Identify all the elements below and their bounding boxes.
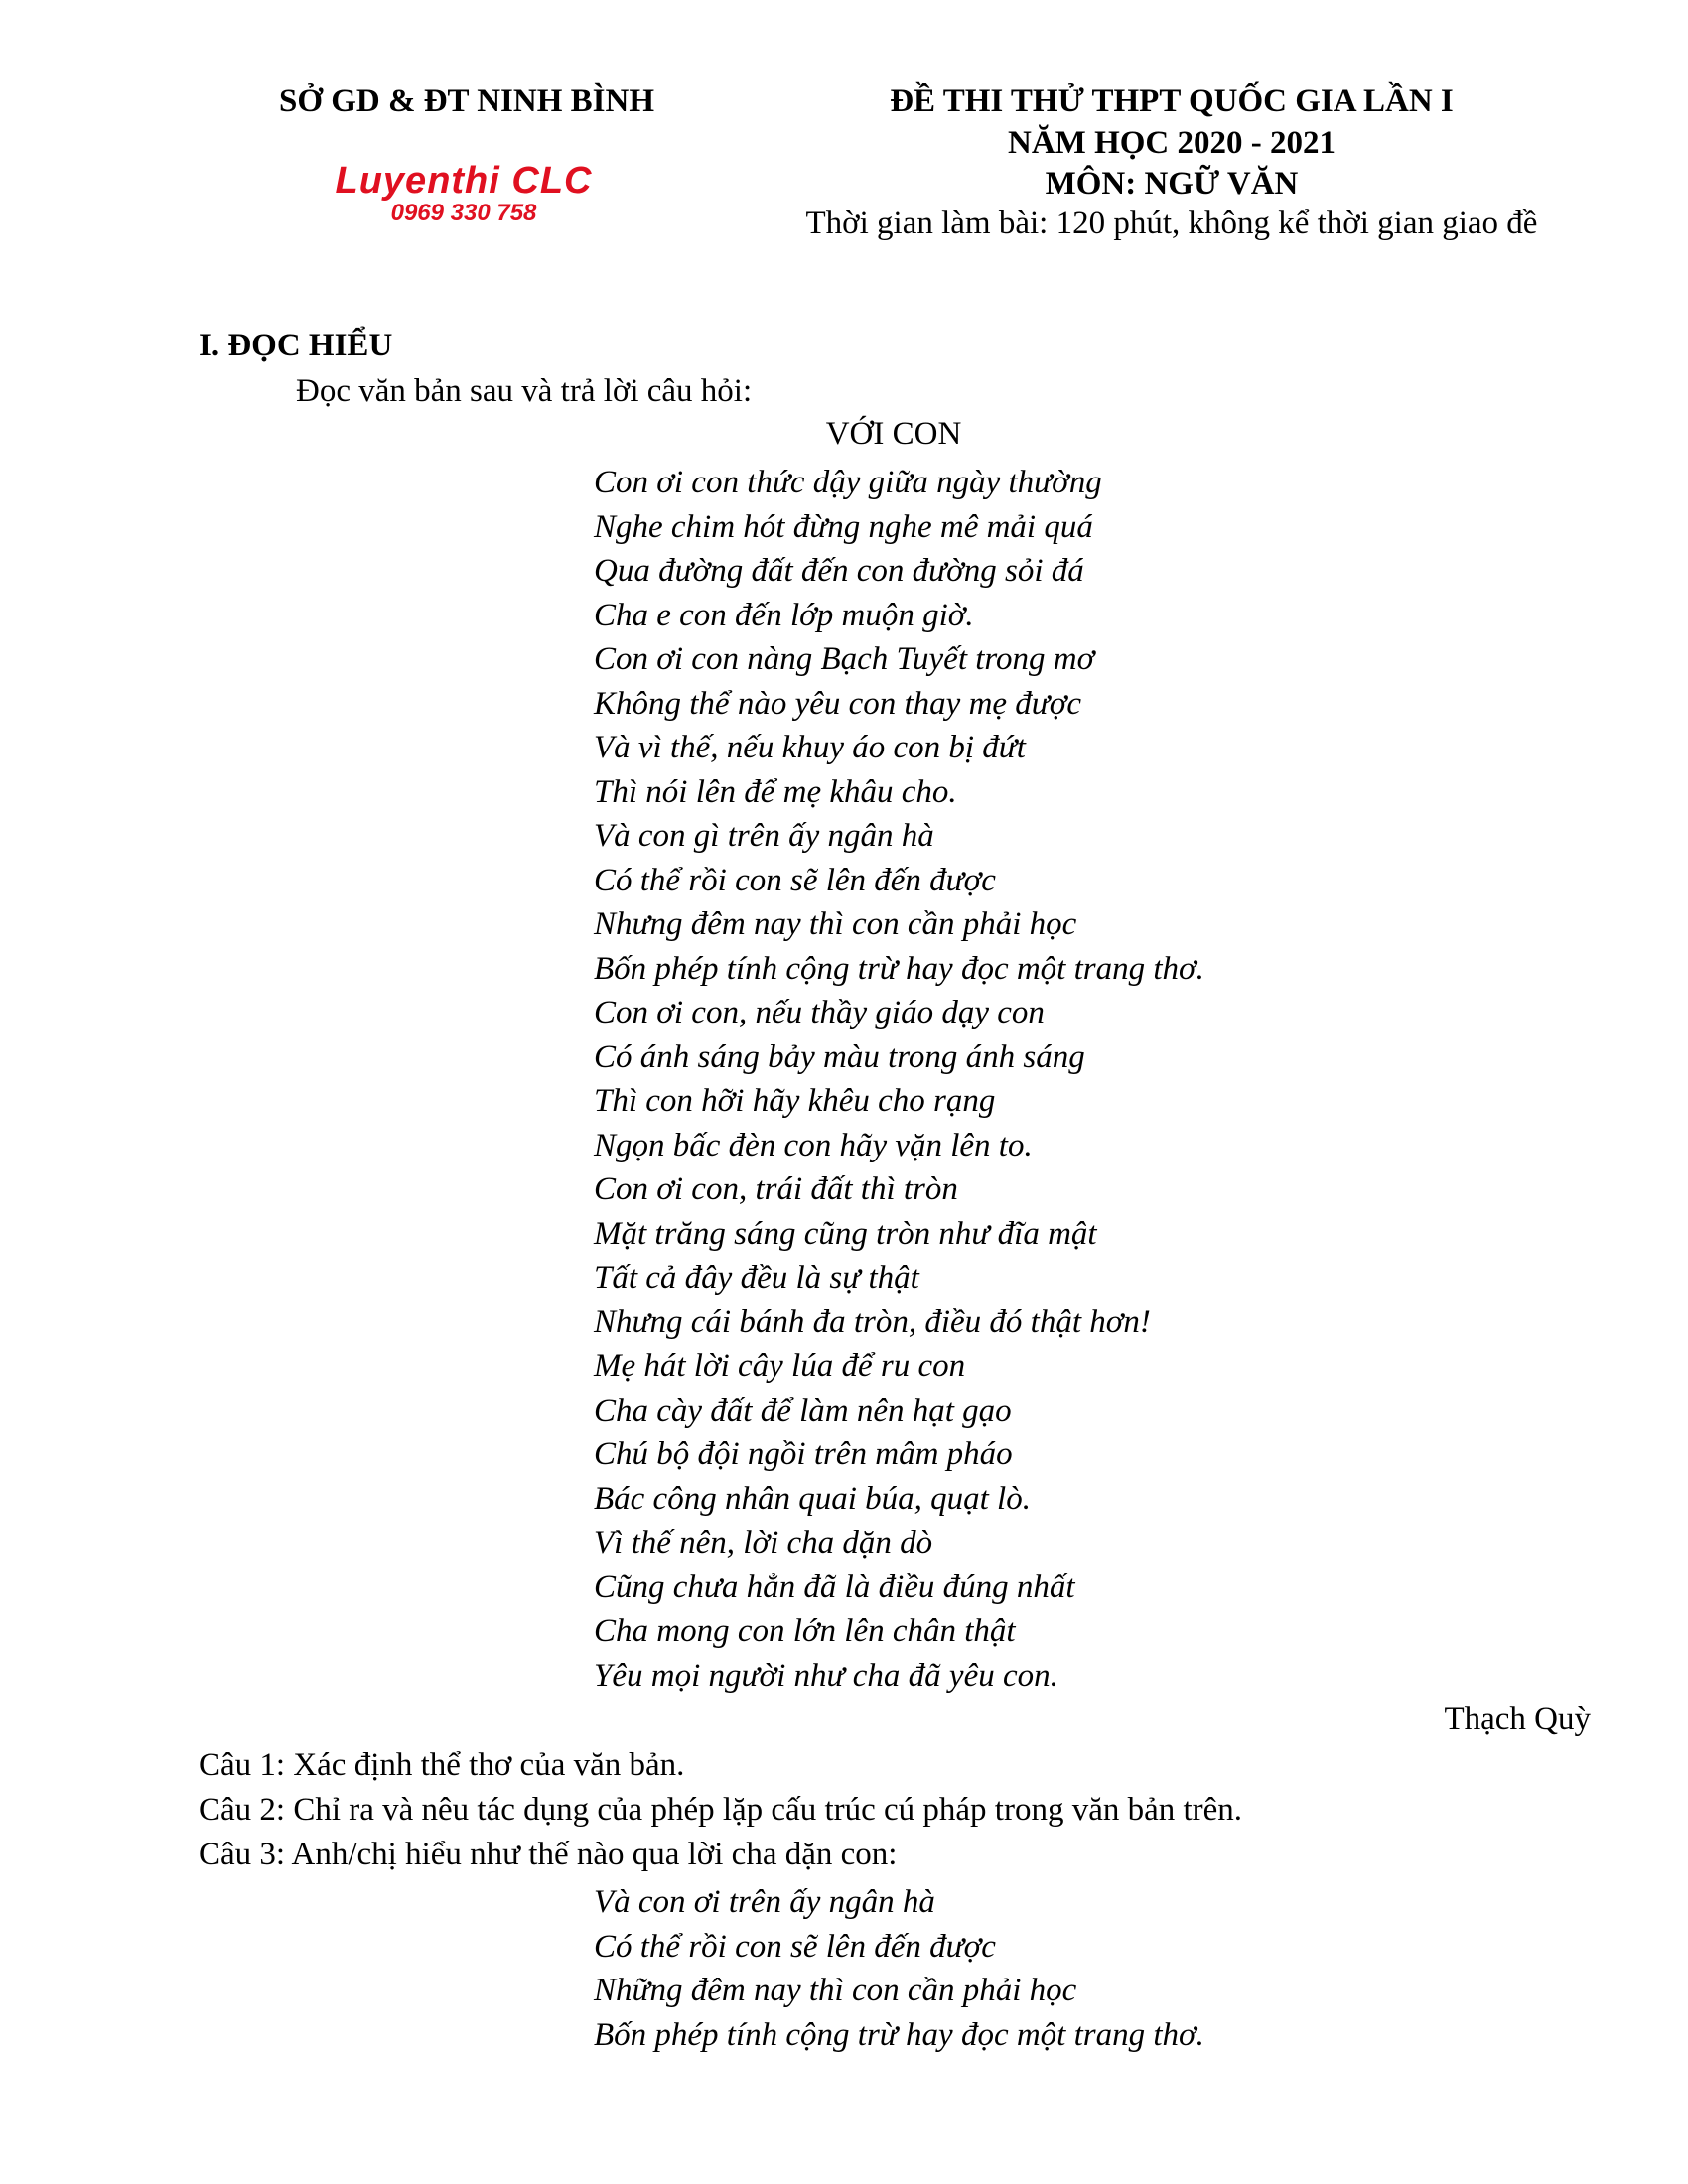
poem-line: Nhưng cái bánh đa tròn, điều đó thật hơn! [594,1303,1151,1340]
poem-line: Ngọn bấc đèn con hãy vặn lên to. [594,1127,1033,1163]
poem-line: Mẹ hát lời cây lúa để ru con [594,1348,966,1384]
poem-line: Có ánh sáng bảy màu trong ánh sáng [594,1038,1085,1075]
section-heading: I. ĐỌC HIỂU [199,328,393,363]
question-2: Câu 2: Chỉ ra và nêu tác dụng của phép lặp cấu trúc cú pháp trong văn bản trên. [199,1792,1243,1828]
poem-line: Con ơi con, trái đất thì tròn [594,1171,958,1207]
poem-line: Con ơi con, nếu thầy giáo dạy con [594,995,1045,1030]
poem-line: Không thể nào yêu con thay mẹ được [594,685,1082,722]
poem-line: Yêu mọi người như cha đã yêu con. [594,1657,1058,1694]
question-1: Câu 1: Xác định thể thơ của văn bản. [199,1747,685,1783]
poem-line: Cũng chưa hẳn đã là điều đúng nhất [594,1569,1075,1605]
quote-line: Những đêm nay thì con cần phải học [594,1973,1077,2008]
poem-line: Thì con hỡi hãy khêu cho rạng [594,1083,996,1119]
question-3: Câu 3: Anh/chị hiểu như thế nào qua lời cha dặn con: [199,1837,898,1872]
poem-line: Thì nói lên để mẹ khâu cho. [594,773,957,810]
logo-name: Luyenthi CLC [335,160,593,202]
poem-line: Qua đường đất đến con đường sỏi đá [594,553,1084,589]
poem-line: Chú bộ đội ngồi trên mâm pháo [594,1436,1013,1472]
poem-line: Nhưng đêm nay thì con cần phải học [594,906,1077,942]
school-year: NĂM HỌC 2020 - 2021 [1008,125,1336,161]
poem-line: Và vì thế, nếu khuy áo con bị đứt [594,730,1026,765]
poem-line: Con ơi con thức dậy giữa ngày thường [594,465,1102,500]
poem-line: Và con gì trên ấy ngân hà [594,818,934,854]
exam-title: ĐỀ THI THỬ THPT QUỐC GIA LẦN I [890,83,1454,119]
poem-line: Cha cày đất để làm nên hạt gạo [594,1392,1012,1429]
logo [310,161,618,230]
poem-line: Con ơi con nàng Bạch Tuyết trong mơ [594,641,1095,677]
poem-title: VỚI CON [825,416,962,452]
quote-line: Bốn phép tính cộng trừ hay đọc một trang thơ. [594,2016,1204,2053]
department-name: SỞ GD & ĐT NINH BÌNH [278,83,655,119]
poem-line: Cha e con đến lớp muộn giờ. [594,597,974,633]
poem-line: Nghe chim hót đừng nghe mê mải quá [594,508,1093,545]
poem-line: Bác công nhân quai búa, quạt lò. [594,1480,1031,1517]
quote-line: Có thể rồi con sẽ lên đến được [594,1928,996,1965]
poem-line: Vì thế nên, lời cha dặn dò [594,1525,933,1561]
time-note: Thời gian làm bài: 120 phút, không kể thời gian giao đề [805,205,1538,241]
poem-line: Bốn phép tính cộng trừ hay đọc một trang thơ. [594,950,1204,987]
poem-line: Cha mong con lớn lên chân thật [594,1613,1016,1649]
poem-line: Mặt trăng sáng cũng tròn như đĩa mật [594,1215,1097,1252]
poem-line: Tất cả đây đều là sự thật [594,1260,919,1296]
quote-line: Và con ơi trên ấy ngân hà [594,1884,935,1920]
poem-body [594,461,1204,1698]
subject: MÔN: NGỮ VĂN [1045,166,1299,202]
question-3-quote [594,1880,1204,2057]
logo-phone: 0969 330 758 [390,200,537,226]
poem-author: Thạch Quỳ [1444,1702,1591,1737]
poem-line: Có thể rồi con sẽ lên đến được [594,862,996,898]
section-instruction: Đọc văn bản sau và trả lời câu hỏi: [296,373,753,409]
